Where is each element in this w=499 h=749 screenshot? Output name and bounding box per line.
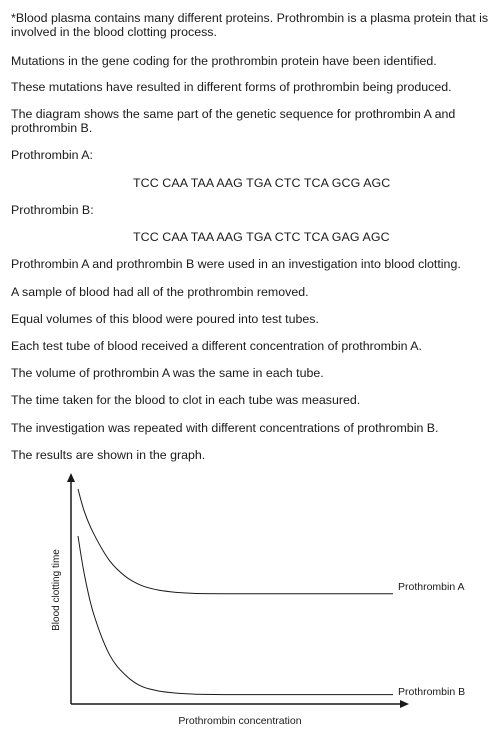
results-graph xyxy=(0,470,499,745)
y-axis-arrow-icon xyxy=(67,473,75,482)
prothrombin-b-series-label: Prothrombin B xyxy=(398,686,466,698)
method-line-8: The results are shown in the graph. xyxy=(11,448,206,462)
prothrombin-b-sequence: TCC CAA TAA AAG TGA CTC TCA GAG AGC xyxy=(133,230,390,244)
intro-paragraph: *Blood plasma contains many different proteins. Prothrombin is a plasma protein that is involved in the blood clotting process. xyxy=(11,11,489,39)
prothrombin-a-series-label: Prothrombin A xyxy=(398,581,465,593)
method-line-7: The investigation was repeated with different concentrations of prothrombin B. xyxy=(11,421,439,435)
method-line-5: The volume of prothrombin A was the same in each tube. xyxy=(11,366,324,380)
prothrombin-b-curve xyxy=(78,536,393,695)
method-line-3: Equal volumes of this blood were poured into test tubes. xyxy=(11,312,319,326)
method-line-2: A sample of blood had all of the prothrombin removed. xyxy=(11,285,309,299)
diagram-statement: The diagram shows the same part of the genetic sequence for prothrombin A and prothrombin B. xyxy=(11,107,456,135)
x-axis-label: Prothrombin concentration xyxy=(178,715,302,727)
method-line-1: Prothrombin A and prothrombin B were used in an investigation into blood clotting. xyxy=(11,257,461,271)
method-line-6: The time taken for the blood to clot in each tube was measured. xyxy=(11,393,361,407)
method-line-4: Each test tube of blood received a different concentration of prothrombin A. xyxy=(11,339,422,353)
prothrombin-b-label: Prothrombin B: xyxy=(11,203,94,217)
forms-statement: These mutations have resulted in different forms of prothrombin being produced. xyxy=(11,80,452,94)
prothrombin-a-curve xyxy=(78,489,393,594)
prothrombin-a-sequence: TCC CAA TAA AAG TGA CTC TCA GCG AGC xyxy=(133,176,391,190)
prothrombin-a-label: Prothrombin A: xyxy=(11,148,93,162)
x-axis-arrow-icon xyxy=(400,700,409,708)
y-axis-label: Blood clotting time xyxy=(51,549,62,631)
mutations-statement: Mutations in the gene coding for the prothrombin protein have been identified. xyxy=(11,54,437,68)
